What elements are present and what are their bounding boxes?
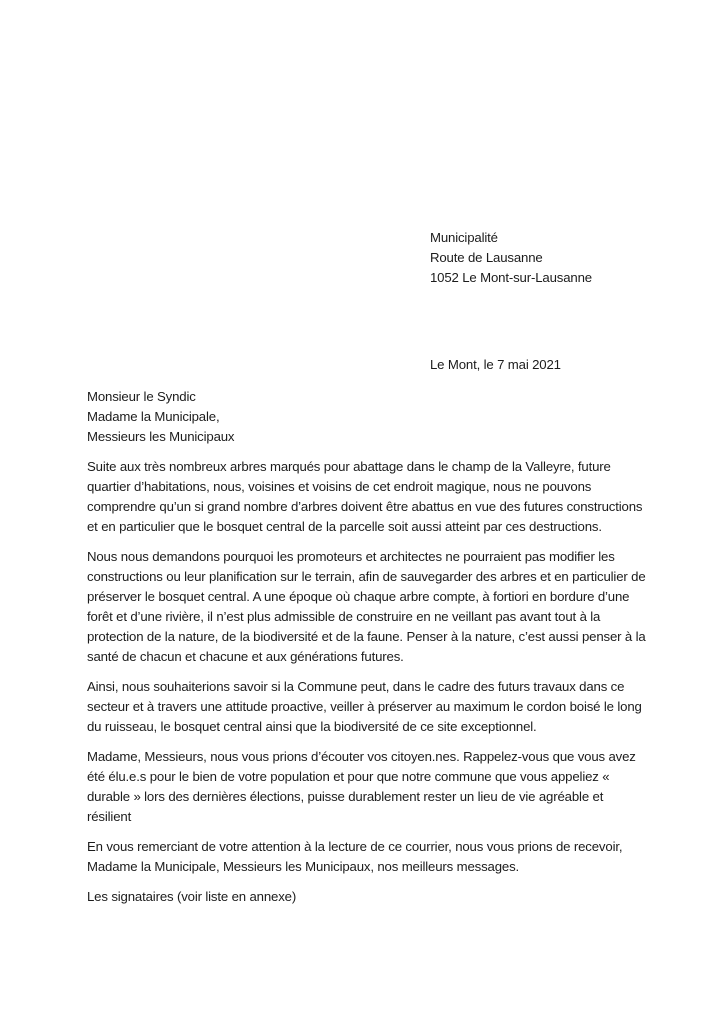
paragraph-commune-request: Ainsi, nous souhaiterions savoir si la Commune peut, dans le cadre des futurs travaux dans ce secteur et à travers une attitude proactive, veiller à préserver au maximum le cordon boisé le long du ruisseau, le bosquet central ainsi que la biodiversité de ce site exceptionnel. — [87, 679, 642, 734]
signatories-line: Les signataires (voir liste en annexe) — [87, 889, 297, 904]
recipient-line-street: Route de Lausanne — [430, 250, 543, 265]
salutation-block — [87, 387, 647, 447]
salutation-line-municipale: Madame la Municipale, — [87, 409, 220, 424]
letter-body — [87, 387, 647, 917]
recipient-line-organization: Municipalité — [430, 230, 498, 245]
dateline: Le Mont, le 7 mai 2021 — [430, 357, 561, 372]
paragraph-appeal-to-elected: Madame, Messieurs, nous vous prions d’écouter vos citoyen.nes. Rappelez-vous que vous avez été élu.e.s pour le bien de votre population et pour que notre commune que vous appeliez « durable » lors des dernières élections, puisse durablement rester un lieu de vie agréable et résilient — [87, 749, 636, 824]
paragraph-closing-regards: En vous remerciant de votre attention à la lecture de ce courrier, nous vous prions de recevoir, Madame la Municipale, Messieurs les Municipaux, nos meilleurs messages. — [87, 839, 623, 874]
paragraph-developers-question: Nous nous demandons pourquoi les promoteurs et architectes ne pourraient pas modifier les constructions ou leur planification sur le terrain, afin de sauvegarder des arbres et en particulier de préserver le bosquet central. A une époque où chaque arbre compte, à fortiori en bordure d’une forêt et d’une rivière, il n’est plus admissible de construire en ne veillant pas avant tout à la protection de la nature, de la biodiversité et de la faune. Penser à la nature, c’est aussi penser à la santé de chacun et chacune et aux générations futures. — [87, 549, 646, 664]
paragraph-trees-marked: Suite aux très nombreux arbres marqués pour abattage dans le champ de la Valleyre, future quartier d’habitations, nous, voisines et voisins de cet endroit magique, nous ne pouvons comprendre qu’un si grand nombre d’arbres doivent être abattus en vue des futures constructions et en particulier que le bosquet central de la parcelle soit aussi atteint par ces destructions. — [87, 459, 643, 534]
salutation-line-municipaux: Messieurs les Municipaux — [87, 429, 235, 444]
salutation-line-syndic: Monsieur le Syndic — [87, 389, 196, 404]
recipient-address-block — [430, 228, 592, 288]
recipient-line-city: 1052 Le Mont-sur-Lausanne — [430, 270, 592, 285]
